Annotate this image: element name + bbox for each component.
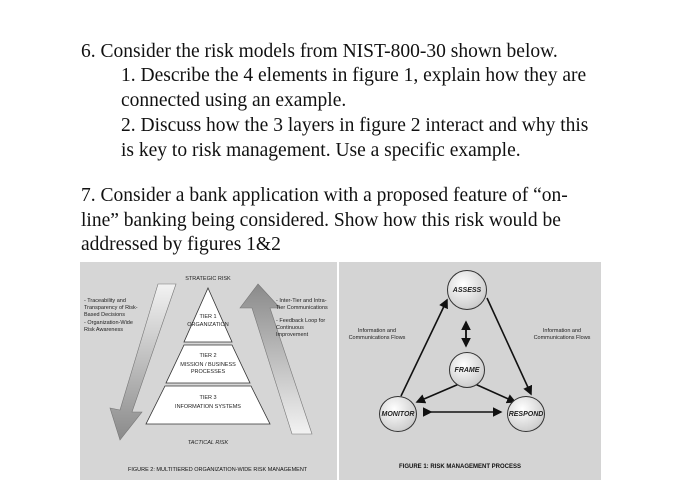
- q6-line-3: connected using an example.: [121, 90, 347, 111]
- right-flow-label: Information and Communications Flows: [533, 328, 591, 341]
- q6-line-4: 2. Discuss how the 3 layers in figure 2 interact and why this: [121, 115, 589, 136]
- figure-2-multitier-diagram: [80, 262, 337, 480]
- monitor-node: MONITOR: [379, 396, 417, 432]
- q7-line-1: 7. Consider a bank application with a proposed feature of “on-: [81, 185, 568, 206]
- figure-2-caption: FIGURE 2: MULTITIERED ORGANIZATION-WIDE RISK MANAGEMENT: [128, 467, 308, 473]
- assess-to-respond-arrow: [487, 298, 531, 394]
- frame-node: FRAME: [449, 352, 485, 388]
- assess-node: ASSESS: [447, 270, 487, 310]
- right-note-feedback: - Feedback Loop for Continuous Improvement: [276, 318, 326, 338]
- tier-1-name: ORGANIZATION: [187, 322, 229, 328]
- figure-1-caption: FIGURE 1: RISK MANAGEMENT PROCESS: [399, 464, 522, 470]
- figure-1-risk-process-diagram: [339, 262, 601, 480]
- left-flow-label: Information and Communications Flows: [348, 328, 406, 341]
- q6-line-5: is key to risk management. Use a specific example.: [121, 140, 521, 161]
- tier-2-name: MISSION / BUSINESS PROCESSES: [180, 362, 236, 375]
- respond-node: RESPOND: [507, 396, 545, 432]
- strategic-risk-label: STRATEGIC RISK: [185, 276, 231, 282]
- frame-to-monitor-arrow: [417, 384, 459, 402]
- tier-2-label: TIER 2: [199, 353, 217, 359]
- q7-line-3: addressed by figures 1&2: [81, 234, 281, 255]
- q7-line-2: line” banking being considered. Show how this risk would be: [81, 210, 561, 231]
- right-note-communications: - Inter-Tier and Intra-Tier Communications: [276, 298, 328, 311]
- tactical-risk-label: TACTICAL RISK: [187, 440, 229, 446]
- tier-1-label: TIER 1: [199, 314, 217, 320]
- tier-3-label: TIER 3: [199, 395, 217, 401]
- left-note-traceability: - Traceability and Transparency of Risk-Based Decisions: [84, 298, 138, 318]
- q6-line-2: 1. Describe the 4 elements in figure 1, explain how they are: [121, 65, 587, 86]
- q6-line-1: 6. Consider the risk models from NIST-800-30 shown below.: [81, 41, 558, 62]
- monitor-to-assess-arrow: [401, 300, 447, 396]
- left-note-awareness: - Organization-Wide Risk Awareness: [84, 320, 133, 333]
- frame-to-respond-arrow: [475, 384, 515, 402]
- tier-3-name: INFORMATION SYSTEMS: [175, 404, 241, 410]
